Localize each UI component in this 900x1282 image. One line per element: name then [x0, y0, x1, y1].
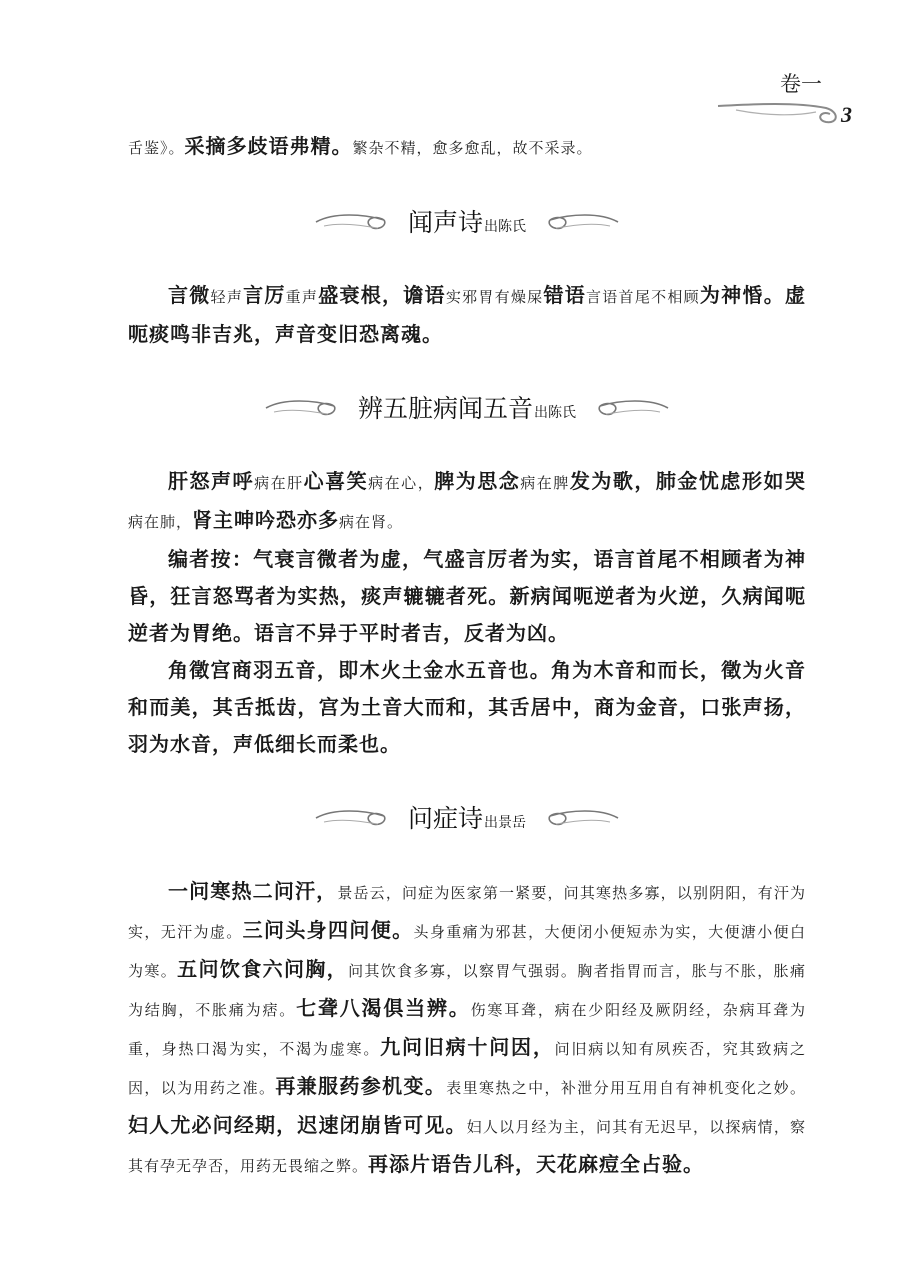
section3-paragraph: [128, 873, 806, 1185]
annotation-text: 表里寒热之中，补泄分用互用自有神机变化之妙。: [446, 1079, 806, 1097]
section2-editor-note: 编者按：气衰言微者为虚，气盛言厉者为实，语言首尾不相顾者为神昏，狂言怒骂者为实热，痰声辘辘者死。新病闻呃逆者为火逆，久病闻呃逆者为胃绝。语言不异于平时者吉，反者为凶。: [128, 547, 806, 645]
verse-text: 脾为思念: [434, 469, 521, 493]
left-flourish-ornament: [264, 392, 344, 422]
verse-text: 心喜笑: [303, 469, 369, 493]
annotation-text: 舌鉴》。: [128, 139, 185, 157]
header-swirl-ornament: [716, 92, 846, 128]
right-flourish-ornament: [590, 392, 670, 422]
section-title: 闻声诗出陈氏: [407, 208, 526, 237]
page-header: [652, 66, 852, 136]
verse-text: 再兼服药参机变。: [275, 1074, 447, 1098]
left-flourish-ornament: [314, 206, 394, 236]
verse-text: 五问饮食六问胸，: [177, 957, 349, 981]
right-flourish-ornament: [540, 206, 620, 236]
verse-text: 为神惛。虚呃痰鸣非吉兆，声音变旧恐离魂。: [128, 283, 806, 346]
verse-text: 一问寒热二问汗，: [168, 879, 338, 903]
section-source: 出陈氏: [534, 405, 576, 421]
annotation-text: 病在肺，: [128, 513, 193, 531]
annotation-text: 繁杂不精，愈多愈乱，故不采录。: [352, 139, 593, 157]
verse-text: 九问旧病十问因，: [380, 1035, 555, 1059]
section-title: 辨五脏病闻五音出陈氏: [357, 394, 576, 423]
section-heading-bian-wu-zang: [128, 387, 806, 427]
verse-text: 错语: [543, 283, 586, 307]
verse-text: 再添片语告儿科，天花麻痘全占验。: [368, 1152, 705, 1176]
annotation-text: 轻声: [210, 288, 244, 306]
section-heading-wen-zheng-shi: [128, 797, 806, 837]
section2-paragraph-3: 角徵宫商羽五音，即木火土金水五音也。角为木音和而长，徵为火音和而美，其舌抵齿，宫为土音大而和，其舌居中，商为金音，口张声扬，羽为水音，声低细长而柔也。: [128, 658, 806, 756]
annotation-text: 头身重痛为邪甚，大便闭小便短赤为实，大便溏小便白为寒。: [128, 923, 806, 980]
verse-text: 言微: [168, 283, 211, 307]
annotation-text: 病在肾。: [339, 513, 404, 531]
annotation-text: 妇人以月经为主，问其有无迟早，以探病情，察其有孕无孕否，用药无畏缩之弊。: [128, 1118, 806, 1175]
annotation-text: 病在心，: [368, 474, 435, 492]
annotation-text: 病在肝: [254, 474, 304, 492]
section-source: 出陈氏: [484, 219, 526, 235]
verse-text: 三问头身四问便。: [242, 918, 414, 942]
section-heading-wen-sheng-shi: [128, 201, 806, 241]
page-number: 3: [841, 102, 852, 127]
verse-text: 妇人尤必问经期，迟速闭崩皆可见。: [128, 1113, 467, 1137]
verse-text: 盛衰根，谵语: [318, 283, 446, 307]
annotation-text: 实邪胃有燥屎: [445, 288, 544, 306]
right-flourish-ornament: [540, 802, 620, 832]
annotation-text: 言语首尾不相顾: [586, 288, 700, 306]
verse-text: 七聋八渴俱当辨。: [296, 996, 471, 1020]
section-title: 问症诗出景岳: [407, 804, 526, 833]
annotation-text: 问其饮食多寡，以察胃气强弱。胸者指胃而言，胀与不胀，胀痛为结胸，不胀痛为痞。: [128, 962, 806, 1019]
section2-paragraph-1: [128, 463, 806, 541]
page-content: [128, 128, 806, 1185]
intro-paragraph: [128, 128, 806, 167]
section-source: 出景岳: [484, 815, 526, 831]
left-flourish-ornament: [314, 802, 394, 832]
annotation-text: 重声: [285, 288, 319, 306]
annotation-text: 景岳云，问症为医家第一紧要，问其寒热多寡，以别阴阳，有汗为实，无汗为虚。: [128, 884, 807, 941]
verse-text: 发为歌，肺金忧虑形如哭: [569, 469, 806, 493]
annotation-text: 病在脾: [520, 474, 570, 492]
verse-text: 肾主呻吟恐亦多: [192, 508, 340, 532]
verse-text: 采摘多歧语弗精。: [184, 134, 353, 158]
volume-label: 卷一: [780, 72, 822, 96]
verse-text: 言厉: [243, 283, 286, 307]
section1-paragraph: [128, 277, 806, 353]
annotation-text: 伤寒耳聋，病在少阳经及厥阴经，杂病耳聋为重，身热口渴为实，不渴为虚寒。: [128, 1001, 806, 1058]
annotation-text: 问旧病以知有夙疾否，究其致病之因，以为用药之准。: [128, 1040, 806, 1097]
verse-text: 肝怒声呼: [168, 469, 255, 493]
